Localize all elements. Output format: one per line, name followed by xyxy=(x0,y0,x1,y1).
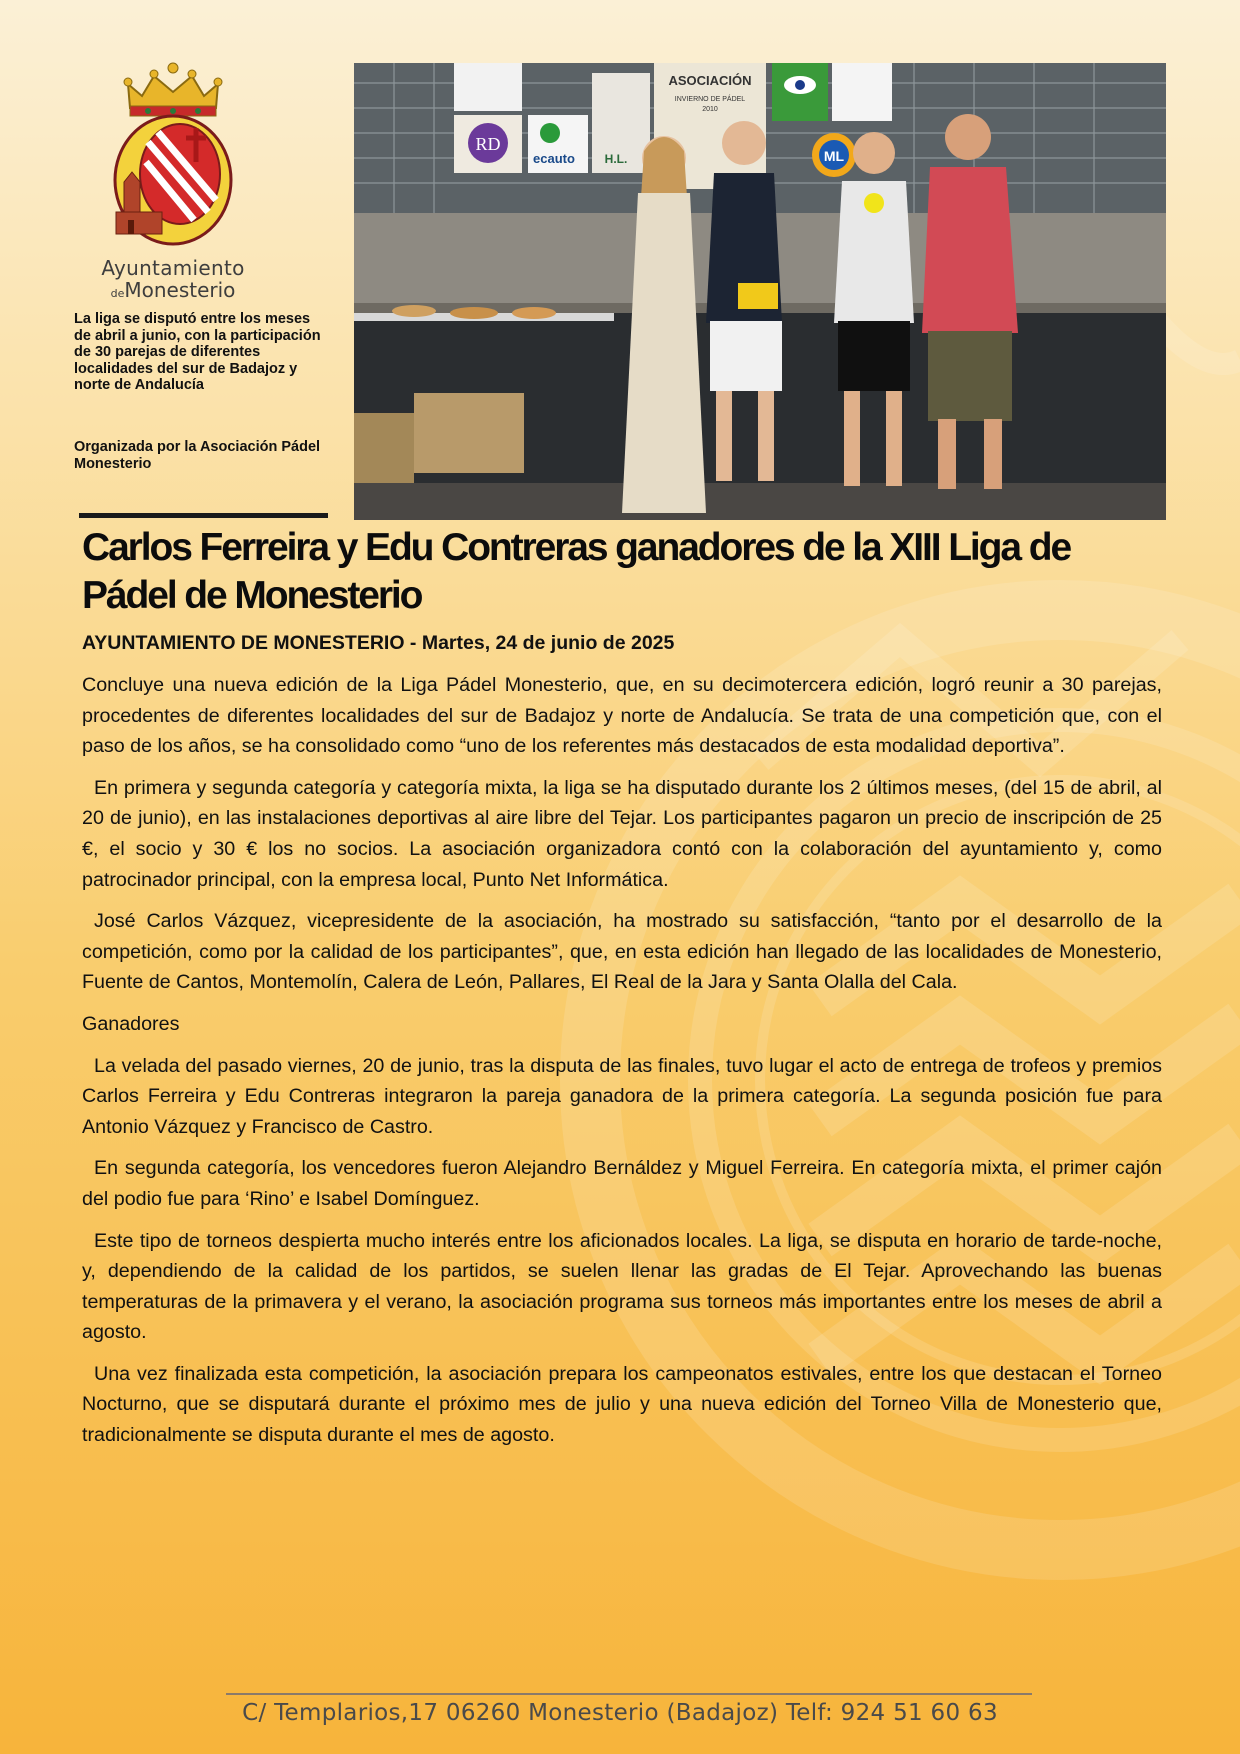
sponsor-ecauto: ecauto xyxy=(533,151,575,166)
article-body xyxy=(82,670,1162,1462)
sponsor-rd: RD xyxy=(475,134,501,154)
logo-line-ayuntamiento: Ayuntamiento xyxy=(101,256,245,280)
sidebar-divider xyxy=(79,513,328,518)
footer-address: C/ Templarios,17 06260 Monesterio (Badajoz) Telf: 924 51 60 63 xyxy=(242,1700,998,1726)
sponsor-hl: H.L. xyxy=(604,152,628,166)
banner-year: 2010 xyxy=(702,106,718,113)
coat-of-arms-icon xyxy=(98,62,248,254)
article-paragraph: Este tipo de torneos despierta mucho interés entre los aficionados locales. La liga, se disputa en horario de tarde-noche, y, dependiendo de la calidad de los partidos, se suelen llenar las gradas de El Tejar. Aprovechando las buenas temperaturas de la primavera y el verano, la asociación programa sus torneos más importantes entre los meses de abril a agosto. xyxy=(82,1229,1162,1344)
article-paragraph: En segunda categoría, los vencedores fueron Alejandro Bernáldez y Miguel Ferreira. En categoría mixta, el primer cajón del podio fue para ‘Rino’ e Isabel Domínguez. xyxy=(82,1157,1162,1210)
sidebar-note-organizer: Organizada por la Asociación Pádel Monesterio xyxy=(74,439,321,472)
article-subheading: Ganadores xyxy=(82,1012,180,1035)
logo-line-monesterio xyxy=(98,280,248,300)
banner-asociacion: ASOCIACIÓN xyxy=(668,73,752,88)
sidebar-note-dates: La liga se disputó entre los meses de abril a junio, con la participación de 30 parejas de diferentes localidades del sur de Badajoz y norte de Andalucía xyxy=(74,311,321,393)
logo-monesterio: Monesterio xyxy=(124,278,236,302)
article-headline: Carlos Ferreira y Edu Contreras ganadores de la XIII Liga de Pádel de Monesterio xyxy=(82,526,1071,617)
article-paragraph: En primera y segunda categoría y categoría mixta, la liga se ha disputado durante los 2 últimos meses, (del 15 de abril, al 20 de junio), en las instalaciones deportivas al aire libre del Tejar. Los participantes pagaron un precio de inscripción de 25 €, el socio y 30 € los no socios. La asociación organizadora contó con la colaboración del ayuntamiento y, como patrocinador principal, con la empresa local, Punto Net Informática. xyxy=(82,776,1162,891)
article-byline: AYUNTAMIENTO DE MONESTERIO - Martes, 24 de junio de 2025 xyxy=(82,632,675,654)
ayuntamiento-logo xyxy=(98,62,248,302)
article-paragraph: Concluye una nueva edición de la Liga Pádel Monesterio, que, en su decimotercera edición, logró reunir a 30 parejas, procedentes de diferentes localidades del sur de Badajoz y norte de Andalucía. Se trata de una competición que, con el paso de los años, se ha consolidado como “uno de los referentes más destacados de esta modalidad deportiva”. xyxy=(82,674,1162,758)
sponsor-ml: ML xyxy=(823,148,845,164)
article-paragraph: Una vez finalizada esta competición, la asociación prepara los campeonatos estivales, entre los que destacan el Torneo Nocturno, que se disputará durante el próximo mes de julio y una nueva edición del Torneo Villa de Monesterio que, tradicionalmente se disputa durante el mes de agosto. xyxy=(82,1362,1162,1447)
article-paragraph: La velada del pasado viernes, 20 de junio, tras la disputa de las finales, tuvo lugar el acto de entrega de trofeos y premios Carlos Ferreira y Edu Contreras integraron la pareja ganadora de la primera categoría. La segunda posición fue para Antonio Vázquez y Francisco de Castro. xyxy=(82,1054,1162,1138)
article-paragraph: José Carlos Vázquez, vicepresidente de la asociación, ha mostrado su satisfacción, “tanto por el desarrollo de la competición, como por la calidad de los participantes”, que, en esta edición han llegado de las localidades de Monesterio, Fuente de Cantos, Montemolín, Calera de León, Pallares, El Real de la Jara y Santa Olalla del Cala. xyxy=(82,910,1162,994)
banner-invierno: INVIERNO DE PÁDEL xyxy=(674,96,746,103)
winners-photo xyxy=(354,63,1166,520)
logo-de: de xyxy=(110,287,125,300)
footer-divider xyxy=(226,1693,1032,1695)
